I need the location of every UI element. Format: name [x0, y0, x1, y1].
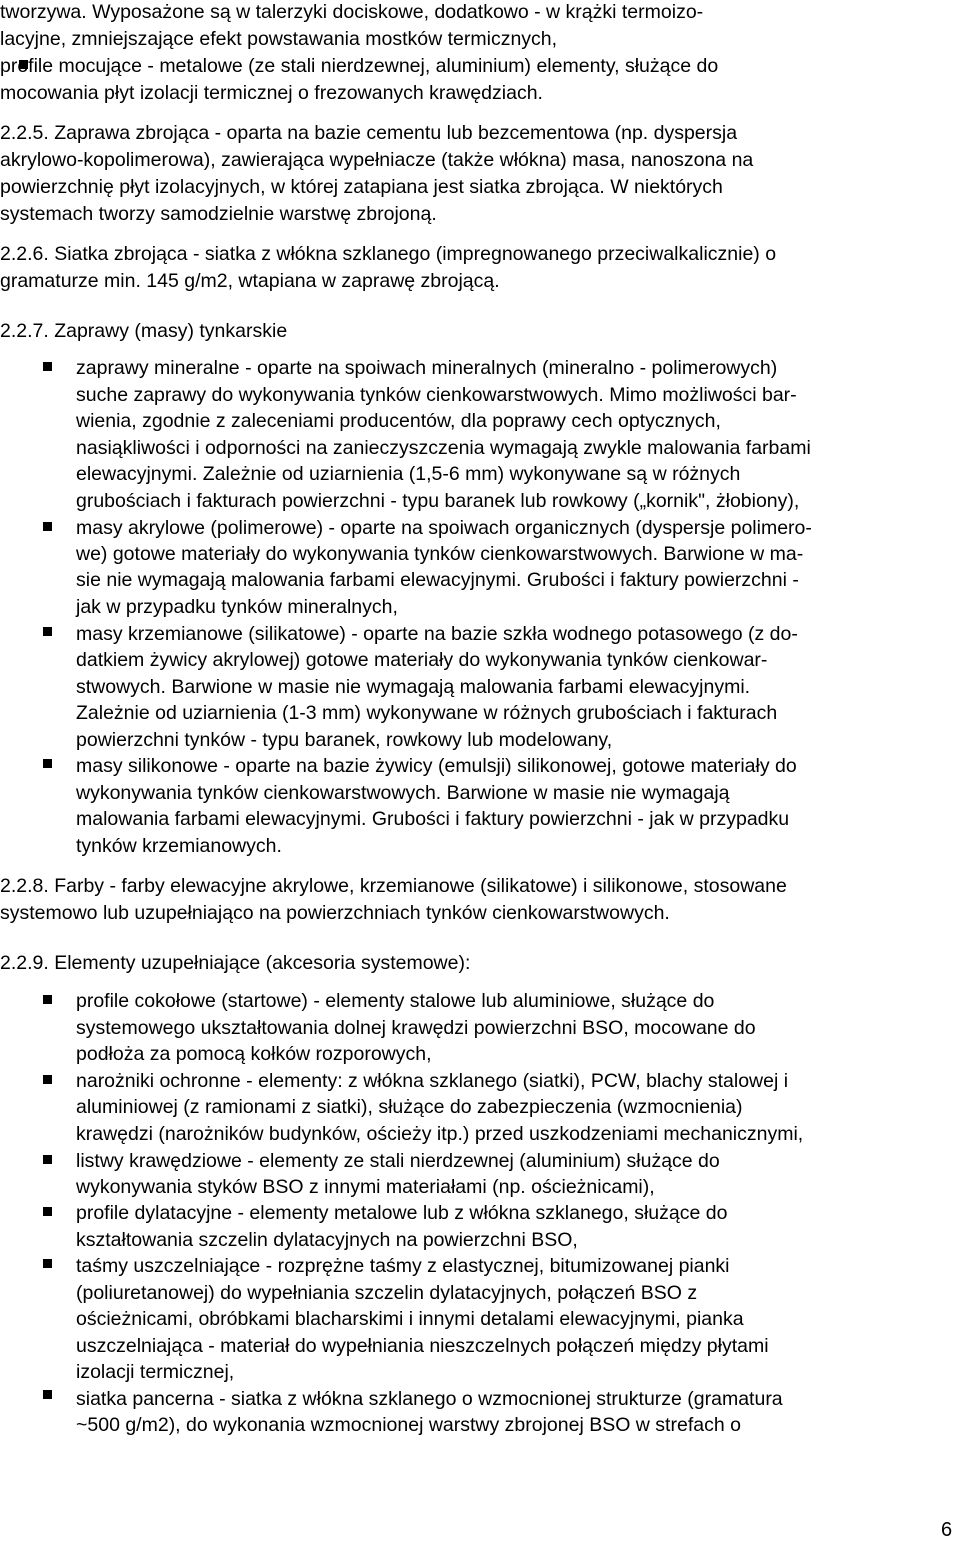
list-item-text: wienia, zgodnie z zaleceniami producentów, dla poprawy cech optycznych,	[76, 410, 721, 432]
list-item-text: listwy krawędziowe - elementy ze stali nierdzewnej (aluminium) służące do	[76, 1150, 720, 1172]
section-heading-2-2-5: 2.2.5. Zaprawa zbrojąca - oparta na bazie cementu lub bezcementowa (np. dyspersja	[0, 122, 738, 144]
list-item-text: siatka pancerna - siatka z włókna szklanego o wzmocnionej strukturze (gramatura	[76, 1388, 783, 1410]
bullet-icon	[43, 1207, 52, 1216]
list-item-text: suche zaprawy do wykonywania tynków cienkowarstwowych. Mimo możliwości bar-	[76, 384, 797, 406]
list-item-text: profile dylatacyjne - elementy metalowe lub z włókna szklanego, służące do	[76, 1202, 728, 1224]
list-item-text: aluminiowej (z ramionami z siatki), służące do zabezpieczenia (wzmocnienia)	[76, 1096, 743, 1118]
text-line: powierzchnię płyt izolacyjnych, w której zatapiana jest siatka zbrojąca. W niektórych	[0, 176, 723, 198]
text-line: systemach tworzy samodzielnie warstwę zbrojoną.	[0, 203, 437, 225]
text-line: akrylowo-kopolimerowa), zawierająca wypełniacze (także włókna) masa, nanoszona na	[0, 149, 754, 171]
text-line: gramaturze min. 145 g/m2, wtapiana w zaprawę zbrojącą.	[0, 270, 500, 292]
text-line: mocowania płyt izolacji termicznej o frezowanych krawędziach.	[0, 82, 543, 104]
text-line: systemowo lub uzupełniająco na powierzchniach tynków cienkowarstwowych.	[0, 902, 670, 924]
list-item-text: jak w przypadku tynków mineralnych,	[76, 596, 398, 618]
list-item-text: uszczelniająca - materiał do wypełniania nieszczelnych połączeń między płytami	[76, 1335, 769, 1357]
bullet-icon	[43, 1155, 52, 1164]
list-item-text: systemowego ukształtowania dolnej krawędzi powierzchni BSO, mocowane do	[76, 1017, 756, 1039]
bullet-icon	[43, 759, 52, 768]
bullet-icon	[43, 1390, 52, 1399]
list-item-text: krawędzi (narożników budynków, ościeży itp.) przed uszkodzeniami mechanicznymi,	[76, 1123, 804, 1145]
list-item-text: elewacyjnymi. Zależnie od uziarnienia (1,5-6 mm) wykonywane są w różnych	[76, 463, 741, 485]
bullet-icon	[43, 627, 52, 636]
list-item-text: wykonywania tynków cienkowarstwowych. Barwione w masie nie wymagają	[76, 782, 730, 804]
section-heading-2-2-9: 2.2.9. Elementy uzupełniające (akcesoria systemowe):	[0, 952, 471, 974]
list-item-text: masy silikonowe - oparte na bazie żywicy (emulsji) silikonowej, gotowe materiały do	[76, 755, 797, 777]
bullet-icon	[43, 1075, 52, 1084]
bullet-icon	[43, 522, 52, 531]
list-item-text: nasiąkliwości i odporności na zanieczyszczenia wymagają zwykle malowania farbami	[76, 437, 811, 459]
list-item-text: masy akrylowe (polimerowe) - oparte na spoiwach organicznych (dyspersje polimero-	[76, 517, 812, 539]
section-heading-2-2-8: 2.2.8. Farby - farby elewacyjne akrylowe, krzemianowe (silikatowe) i silikonowe, stosowane	[0, 875, 787, 897]
list-item-text: stwowych. Barwione w masie nie wymagają malowania farbami elewacyjnymi.	[76, 676, 751, 698]
list-item-text: kształtowania szczelin dylatacyjnych na powierzchni BSO,	[76, 1229, 578, 1251]
section-heading-2-2-7: 2.2.7. Zaprawy (masy) tynkarskie	[0, 320, 288, 342]
list-item-text: grubościach i fakturach powierzchni - typu baranek lub rowkowy („kornik", żłobiony),	[76, 490, 800, 512]
list-item-text: podłoża za pomocą kołków rozporowych,	[76, 1043, 432, 1065]
bullet-icon	[43, 362, 52, 371]
bullet-icon	[43, 1259, 52, 1268]
list-item-text: narożniki ochronne - elementy: z włókna szklanego (siatki), PCW, blachy stalowej i	[76, 1070, 789, 1092]
list-item-text: wykonywania styków BSO z innymi materiałami (np. ościeżnicami),	[76, 1176, 655, 1198]
list-item-text: masy krzemianowe (silikatowe) - oparte na bazie szkła wodnego potasowego (z do-	[76, 623, 798, 645]
list-item-text: powierzchni tynków - typu baranek, rowkowy lub modelowany,	[76, 729, 613, 751]
list-item-text: ~500 g/m2), do wykonania wzmocnionej warstwy zbrojonej BSO w strefach o	[76, 1414, 741, 1436]
list-item-text: (poliuretanowej) do wypełniania szczelin dylatacyjnych, połączeń BSO z	[76, 1282, 698, 1304]
page-number: 6	[941, 1519, 953, 1541]
list-item-text: malowania farbami elewacyjnymi. Grubości i faktury powierzchni - jak w przypadku	[76, 808, 790, 830]
list-item-text: profile cokołowe (startowe) - elementy stalowe lub aluminiowe, służące do	[76, 990, 715, 1012]
section-heading-2-2-6: 2.2.6. Siatka zbrojąca - siatka z włókna szklanego (impregnowanego przeciwalkalicznie) o	[0, 243, 777, 265]
list-item-text: Zależnie od uziarnienia (1-3 mm) wykonywane w różnych grubościach i fakturach	[76, 702, 778, 724]
list-item-text: tynków krzemianowych.	[76, 835, 282, 857]
list-item-text: ościeżnicami, obróbkami blacharskimi i innymi detalami elewacyjnymi, pianka	[76, 1308, 744, 1330]
bullet-icon	[43, 995, 52, 1004]
list-item-text: taśmy uszczelniające - rozprężne taśmy z elastycznej, bitumizowanej pianki	[76, 1255, 730, 1277]
list-item-text: datkiem żywicy akrylowej) gotowe materiały do wykonywania tynków cienkowar-	[76, 649, 768, 671]
text-line: lacyjne, zmniejszające efekt powstawania mostków termicznych,	[0, 28, 558, 50]
text-line: tworzywa. Wyposażone są w talerzyki dociskowe, dodatkowo - w krążki termoizo-	[0, 1, 704, 23]
list-item-text: zaprawy mineralne - oparte na spoiwach mineralnych (mineralno - polimerowych)	[76, 357, 778, 379]
text-line: profile mocujące - metalowe (ze stali nierdzewnej, aluminium) elementy, służące do	[0, 55, 719, 77]
list-item-text: sie nie wymagają malowania farbami elewacyjnymi. Grubości i faktury powierzchni -	[76, 569, 799, 591]
list-item-text: izolacji termicznej,	[76, 1361, 235, 1383]
list-item-text: we) gotowe materiały do wykonywania tynków cienkowarstwowych. Barwione w ma-	[76, 543, 804, 565]
